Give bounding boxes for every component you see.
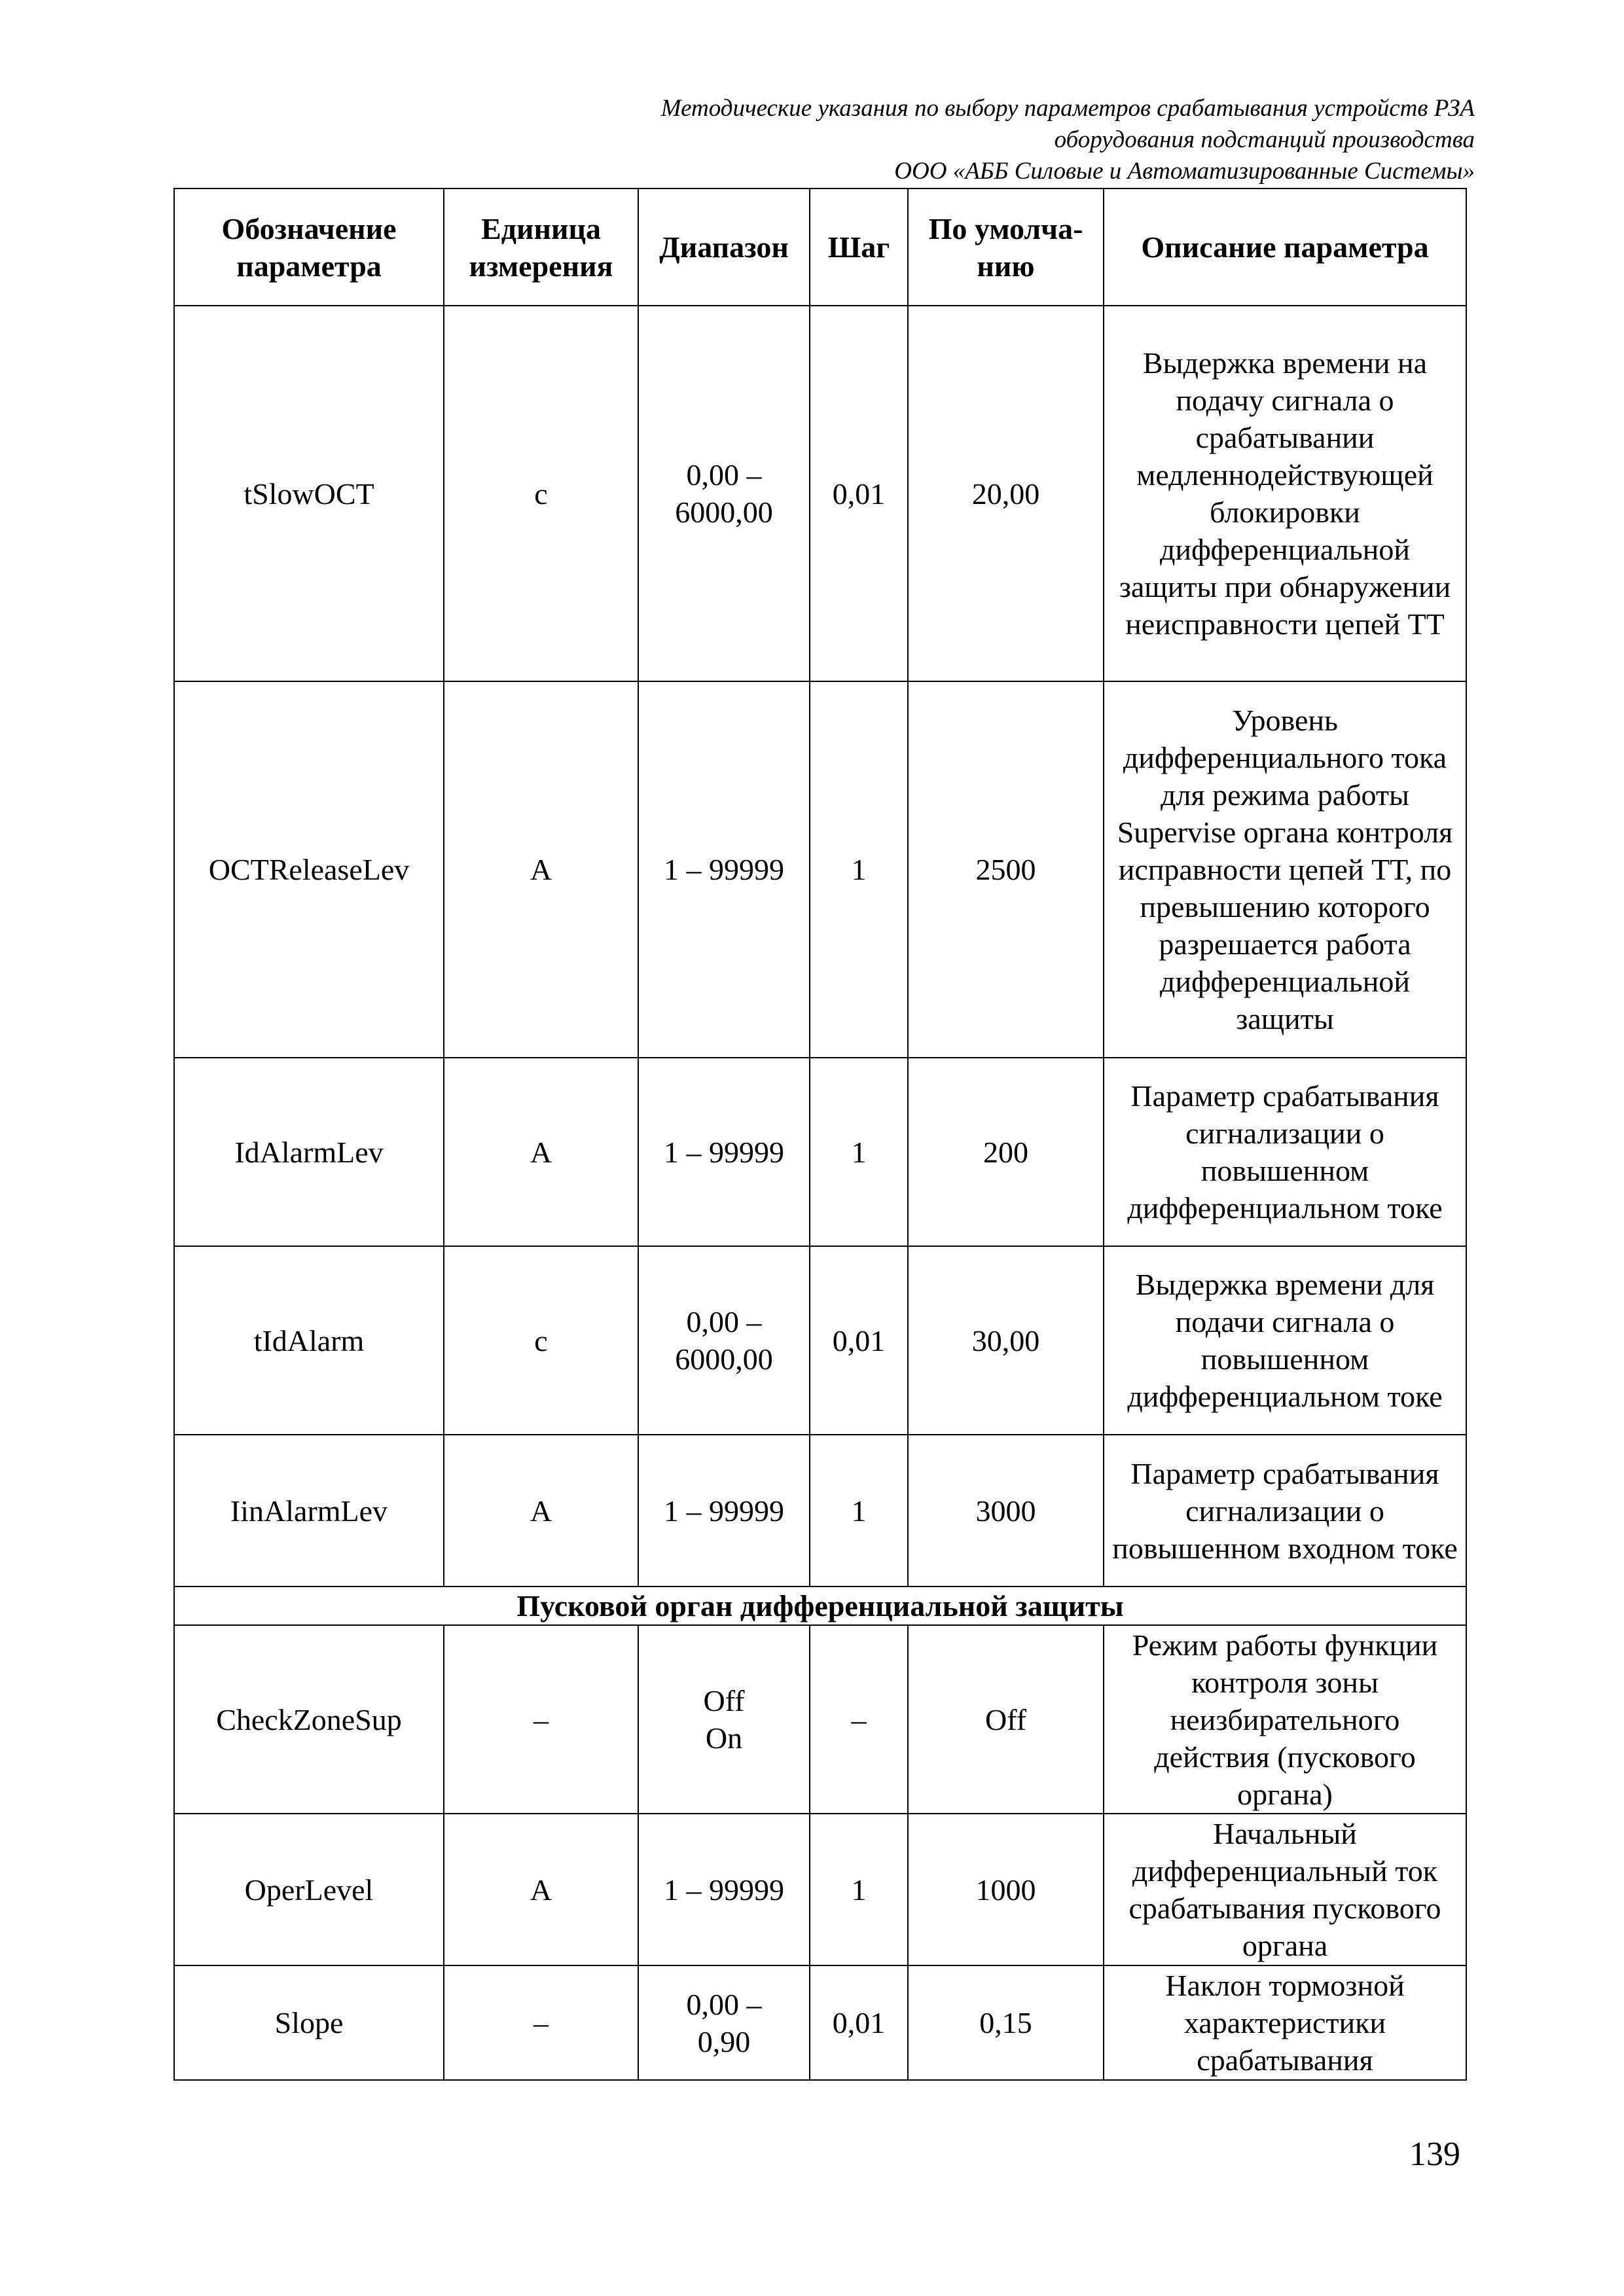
param-description: Начальный дифференциальный ток срабатывания пускового органа [1104,1814,1466,1965]
param-default: 1000 [908,1814,1104,1965]
param-description: Наклон тормозной характеристики срабатывания [1104,1965,1466,2080]
column-header-step: Шаг [810,188,908,306]
param-default: 2500 [908,681,1104,1058]
table-header-row [174,188,1466,306]
param-default: Off [908,1625,1104,1814]
param-default: 3000 [908,1435,1104,1587]
param-step: 0,01 [810,306,908,681]
param-description: Выдержка времени на подачу сигнала о срабатывании медленнодействующей блокировки дифференциальной защиты при обнаружении неисправности цепей ТТ [1104,306,1466,681]
param-name: OperLevel [174,1814,444,1965]
param-name: IinAlarmLev [174,1435,444,1587]
column-header-unit: Единица измерения [444,188,638,306]
header-line-3: ООО «АББ Силовые и Автоматизированные Системы» [894,158,1475,185]
param-unit: – [444,1965,638,2080]
header-line-2: оборудования подстанций производства [1054,126,1475,153]
param-description: Параметр срабатывания сигнализации о повышенном дифференциальном токе [1104,1058,1466,1246]
param-name: Slope [174,1965,444,2080]
section-title: Пусковой орган дифференциальной защиты [174,1587,1466,1625]
param-unit: А [444,1058,638,1246]
param-name: tSlowOCT [174,306,444,681]
param-step: 0,01 [810,1246,908,1435]
param-range: 1 – 99999 [638,1435,810,1587]
param-default: 0,15 [908,1965,1104,2080]
table-row [174,1965,1466,2080]
param-description: Режим работы функции контроля зоны неизбирательного действия (пускового органа) [1104,1625,1466,1814]
param-step: 0,01 [810,1965,908,2080]
param-step: 1 [810,1058,908,1246]
parameters-table [173,188,1467,2081]
param-description: Выдержка времени для подачи сигнала о повышенном дифференциальном токе [1104,1246,1466,1435]
param-unit: А [444,1814,638,1965]
param-description: Параметр срабатывания сигнализации о повышенном входном токе [1104,1435,1466,1587]
param-name: tIdAlarm [174,1246,444,1435]
param-name: OCTReleaseLev [174,681,444,1058]
param-step: 1 [810,1814,908,1965]
param-range: 1 – 99999 [638,1814,810,1965]
param-unit: А [444,1435,638,1587]
table-row [174,1625,1466,1814]
running-header [297,93,1475,187]
param-description: Уровень дифференциального тока для режима работы Supervise органа контроля исправности цепей ТТ, по превышению которого разрешается работа дифференциальной защиты [1104,681,1466,1058]
param-range: 1 – 99999 [638,681,810,1058]
section-header-row [174,1587,1466,1625]
column-header-name: Обозначение параметра [174,188,444,306]
param-range: Off On [638,1625,810,1814]
table-row [174,681,1466,1058]
param-default: 20,00 [908,306,1104,681]
param-unit: – [444,1625,638,1814]
param-name: IdAlarmLev [174,1058,444,1246]
param-unit: с [444,306,638,681]
param-step: 1 [810,681,908,1058]
table-row [174,1058,1466,1246]
param-unit: с [444,1246,638,1435]
param-range: 0,00 – 6000,00 [638,1246,810,1435]
column-header-default: По умолча-нию [908,188,1104,306]
param-name: CheckZoneSup [174,1625,444,1814]
param-unit: А [444,681,638,1058]
param-range: 1 – 99999 [638,1058,810,1246]
param-range: 0,00 – 0,90 [638,1965,810,2080]
column-header-description: Описание параметра [1104,188,1466,306]
param-range: 0,00 – 6000,00 [638,306,810,681]
table-row [174,306,1466,681]
column-header-range: Диапазон [638,188,810,306]
page-number: 139 [1409,2136,1460,2173]
param-default: 30,00 [908,1246,1104,1435]
param-step: – [810,1625,908,1814]
param-step: 1 [810,1435,908,1587]
table-row [174,1814,1466,1965]
table-row [174,1246,1466,1435]
param-default: 200 [908,1058,1104,1246]
table-row [174,1435,1466,1587]
header-line-1: Методические указания по выбору параметров срабатывания устройств РЗА [660,95,1475,122]
